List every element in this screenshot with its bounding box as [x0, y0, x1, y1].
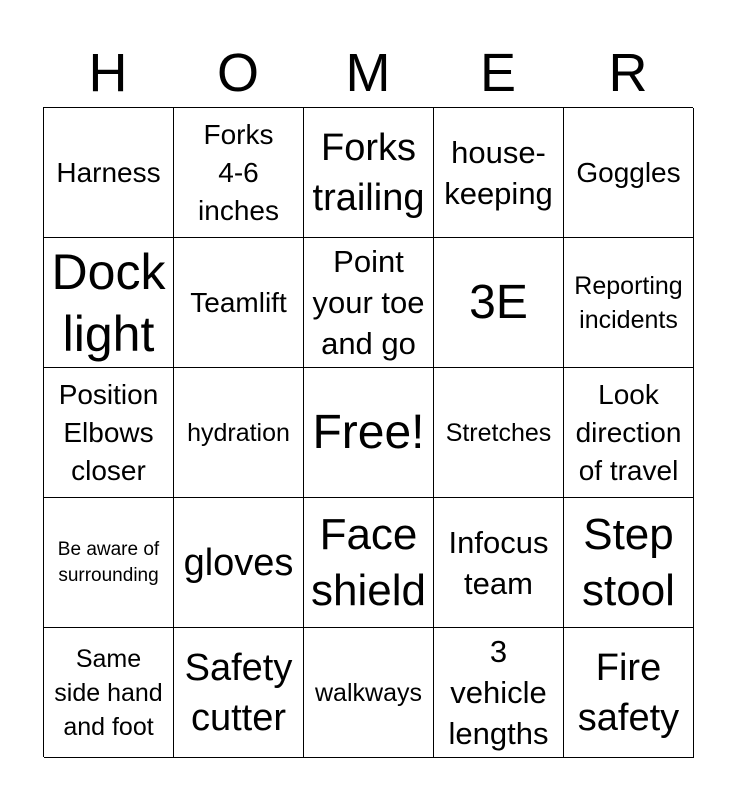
bingo-cell [564, 368, 694, 498]
cell-text: Point your toe and go [312, 244, 425, 361]
bingo-board [43, 107, 693, 757]
bingo-cell [434, 238, 564, 368]
bingo-cell [174, 238, 304, 368]
cell-text: Position Elbows closer [58, 378, 159, 486]
header-letter-o: O [216, 43, 259, 103]
cell-text: Harness [56, 156, 161, 188]
cell-text: gloves [183, 541, 294, 584]
cell-text: Same side hand and foot [54, 644, 163, 741]
bingo-cell [304, 498, 434, 628]
bingo-cell [44, 628, 174, 758]
cell-text: Reporting incidents [574, 271, 683, 334]
header-letter-e: E [479, 43, 517, 103]
bingo-cell [434, 628, 564, 758]
bingo-cell [564, 628, 694, 758]
bingo-cell [304, 238, 434, 368]
cell-text: Stretches [445, 418, 552, 447]
cell-text: Forks 4-6 inches [198, 118, 279, 226]
cell-text: Be aware of surrounding [57, 538, 160, 586]
cell-text: Step stool [582, 509, 675, 615]
cell-text: Face shield [311, 509, 426, 615]
header-letter-m: M [345, 43, 391, 103]
bingo-cell [434, 108, 564, 238]
bingo-header [43, 40, 693, 106]
cell-text: Fire safety [577, 646, 680, 739]
bingo-cell [434, 368, 564, 498]
bingo-cell [174, 108, 304, 238]
bingo-cell [304, 628, 434, 758]
bingo-cell [44, 498, 174, 628]
bingo-cell [44, 108, 174, 238]
cell-text: Look direction of travel [575, 378, 682, 486]
bingo-cell [174, 498, 304, 628]
cell-text: Goggles [576, 156, 681, 188]
bingo-cell [564, 108, 694, 238]
bingo-cell [564, 498, 694, 628]
cell-text: Dock light [51, 243, 166, 362]
cell-text: 3 vehicle lengths [448, 634, 549, 751]
cell-text: Teamlift [190, 286, 287, 318]
bingo-cell [44, 238, 174, 368]
bingo-cell [434, 498, 564, 628]
bingo-cell [44, 368, 174, 498]
cell-text: walkways [315, 678, 422, 707]
cell-text: Infocus team [448, 524, 549, 601]
bingo-cell [304, 108, 434, 238]
cell-text: Forks trailing [312, 126, 425, 219]
header-letter-h: H [88, 43, 128, 103]
bingo-cell [174, 368, 304, 498]
bingo-cell [564, 238, 694, 368]
cell-text: house- keeping [444, 134, 553, 211]
cell-text: Free! [312, 405, 425, 459]
cell-text: hydration [187, 418, 290, 447]
cell-text: Safety cutter [184, 646, 293, 739]
header-letter-r: R [608, 43, 648, 103]
free-space [304, 368, 434, 498]
bingo-cell [174, 628, 304, 758]
cell-text: 3E [469, 275, 528, 329]
